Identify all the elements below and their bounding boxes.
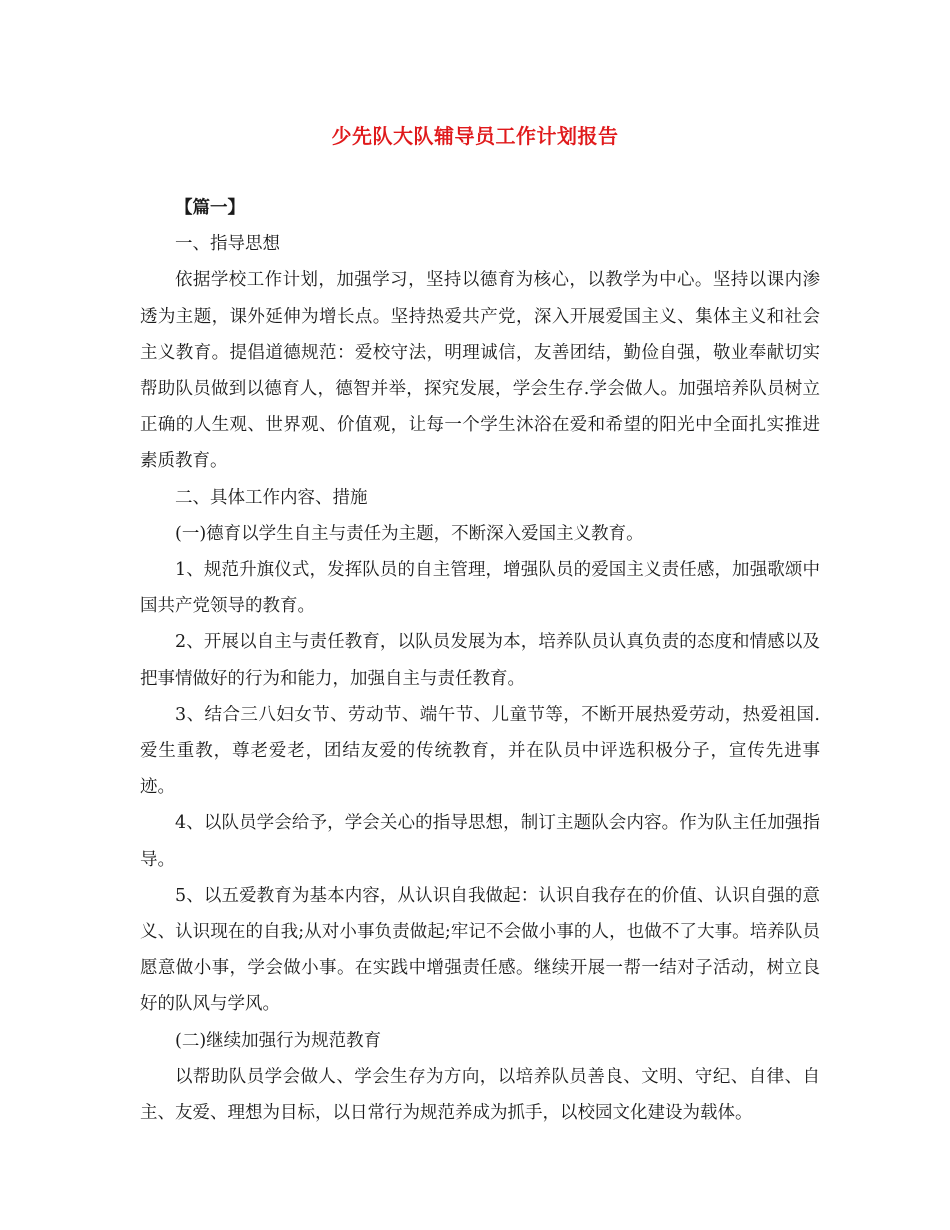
subheading-behavior-norms: (二)继续加强行为规范教育 (175, 1030, 382, 1051)
document-body (140, 190, 820, 1131)
list-item-4: 4、以队员学会给予，学会关心的指导思想，制订主题队会内容。作为队主任加强指导。 (140, 813, 820, 870)
list-item-1: 1、规范升旗仪式，发挥队员的自主管理，增强队员的爱国主义责任感，加强歌颂中国共产党领导的教育。 (140, 560, 820, 617)
paragraph-guiding-ideology: 依据学校工作计划，加强学习，坚持以德育为核心，以教学为中心。坚持以课内渗透为主题，课外延伸为增长点。坚持热爱共产党，深入开展爱国主义、集体主义和社会主义教育。提倡道德规范：爱校守法，明理诚信，友善团结，勤俭自强，敬业奉献切实帮助队员做到以德育人，德智并举，探究发展，学会生存.学会做人。加强培养队员树立正确的人生观、世界观、价值观，让每一个学生沐浴在爱和希望的阳光中全面扎实推进素质教育。 (140, 270, 820, 472)
subheading-moral-education: (一)德育以学生自主与责任为主题，不断深入爱国主义教育。 (175, 523, 644, 544)
paragraph-behavior-norms: 以帮助队员学会做人、学会生存为方向，以培养队员善良、文明、守纪、自律、自主、友爱、理想为目标，以日常行为规范养成为抓手，以校园文化建设为载体。 (140, 1066, 820, 1124)
list-item-2: 2、开展以自主与责任教育，以队员发展为本，培养队员认真负责的态度和情感以及把事情做好的行为和能力，加强自主与责任教育。 (140, 632, 820, 689)
section-heading-part-one: 【篇一】 (175, 198, 245, 218)
list-item-5: 5、以五爱教育为基本内容，从认识自我做起：认识自我存在的价值、认识自强的意义、认识现在的自我;从对小事负责做起;牢记不会做小事的人，也做不了大事。培养队员愿意做小事，学会做小事。在实践中增强责任感。继续开展一帮一结对子活动，树立良好的队风与学风。 (140, 885, 820, 1015)
heading-work-content: 二、具体工作内容、措施 (175, 487, 368, 508)
list-item-3: 3、结合三八妇女节、劳动节、端午节、儿童节等，不断开展热爱劳动，热爱祖国.爱生重教，尊老爱老，团结友爱的传统教育，并在队员中评选积极分子，宣传先进事迹。 (140, 704, 820, 798)
heading-guiding-ideology: 一、指导思想 (175, 234, 280, 255)
document-title: 少先队大队辅导员工作计划报告 (331, 124, 619, 148)
